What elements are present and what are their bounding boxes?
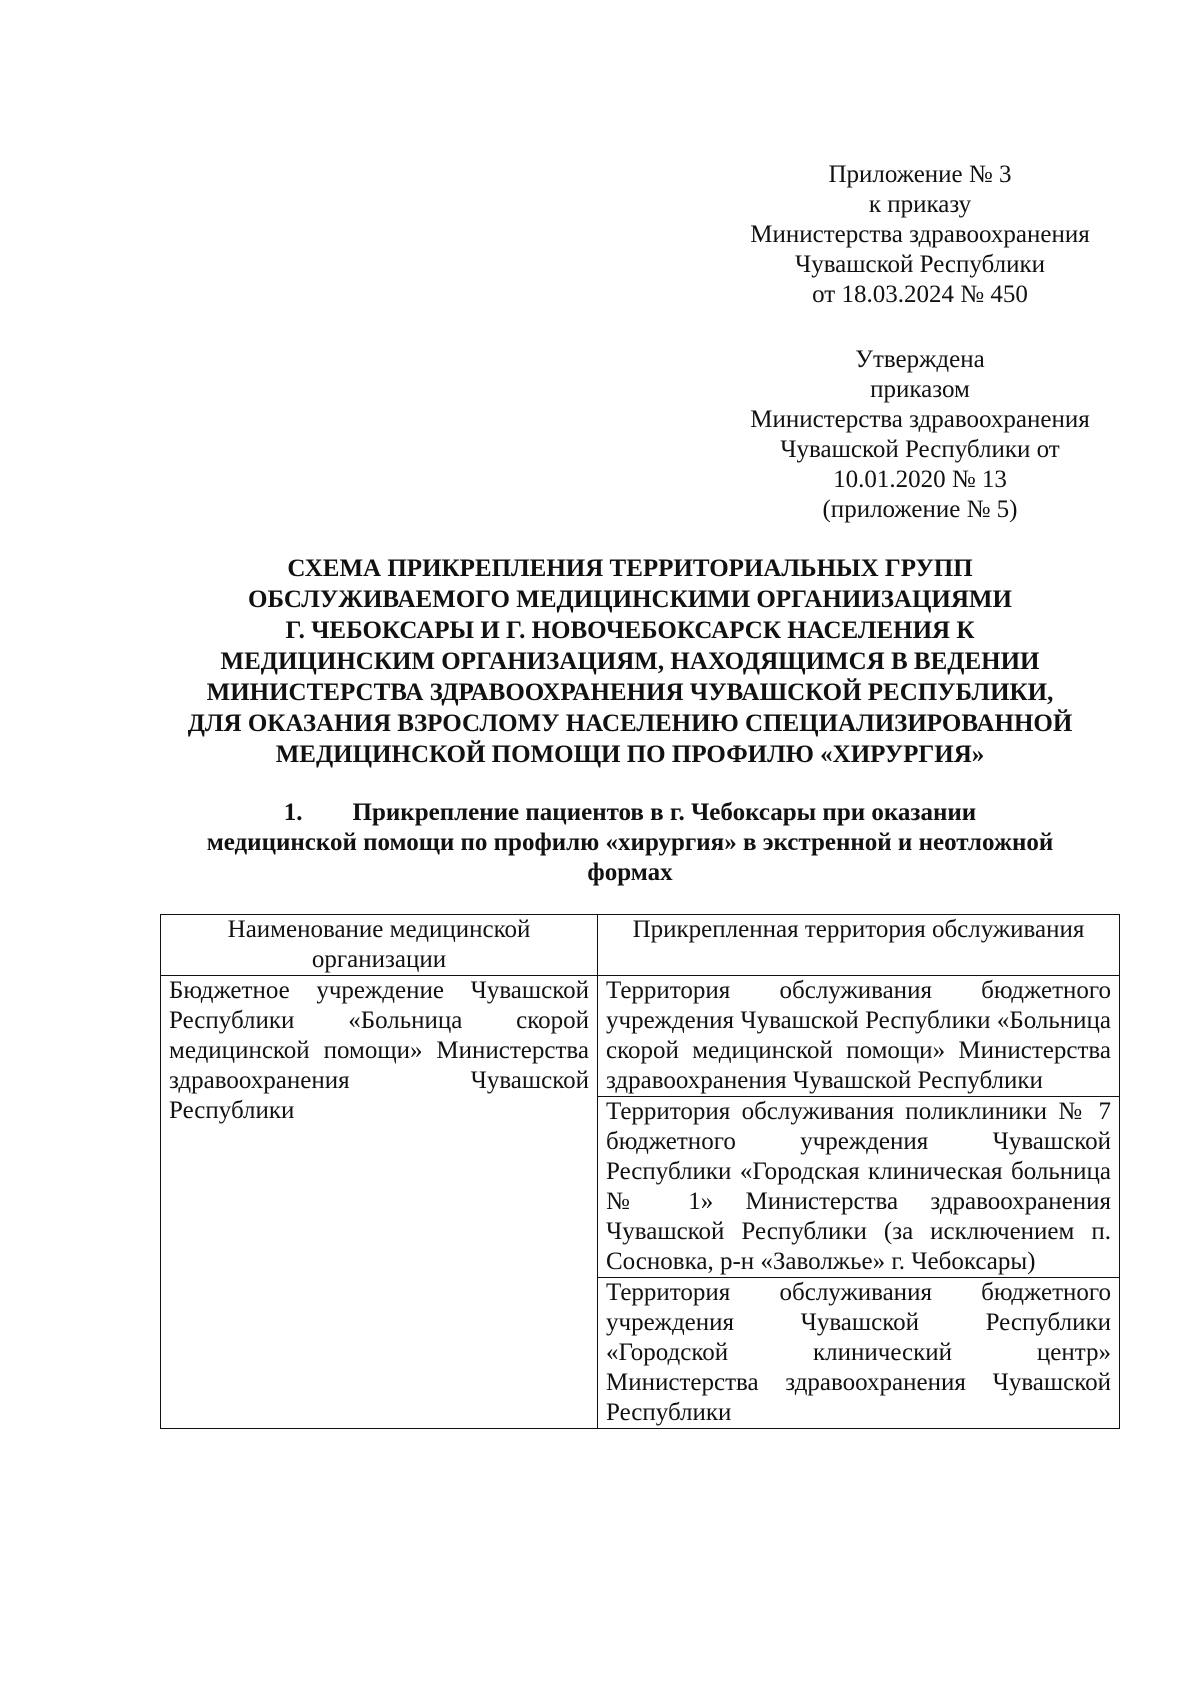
cell-territory: Территория обслуживания поликлиники № 7 бюджетного учреждения Чувашской Республики «Городская клиническая больница № 1» Министерства здравоохранения Чувашской Республики (за исключением п. Сосновка, р-н «Заволжье» г. Чебоксары) (598, 1097, 1120, 1278)
title-line: ОБСЛУЖИВАЕМОГО МЕДИЦИНСКИМИ ОРГАНИИЗАЦИЯМИ (248, 586, 1012, 613)
approved-line: Чувашской Республики от (780, 436, 1060, 463)
approved-block (700, 345, 1140, 525)
title-line: СХЕМА ПРИКРЕПЛЕНИЯ ТЕРРИТОРИАЛЬНЫХ ГРУПП (287, 555, 973, 582)
header-org: Наименование медицинской организации (161, 915, 598, 976)
header-territory: Прикрепленная территория обслуживания (598, 915, 1120, 976)
appendix-line: от 18.03.2024 № 450 (812, 281, 1028, 308)
cell-territory: Территория обслуживания бюджетного учреждения Чувашской Республики «Больница скорой медицинской помощи» Министерства здравоохранения Чувашской Республики (598, 976, 1120, 1097)
title-line: МИНИСТЕРСТВА ЗДРАВООХРАНЕНИЯ ЧУВАШСКОЙ РЕСПУБЛИКИ, (206, 679, 1054, 706)
cell-territory: Территория обслуживания бюджетного учреждения Чувашской Республики «Городской клинический центр» Министерства здравоохранения Чувашской Республики (598, 1278, 1120, 1429)
approved-line: Утверждена (855, 346, 985, 373)
appendix-line: Приложение № 3 (828, 161, 1012, 188)
approved-line: приказом (870, 376, 970, 403)
appendix-line: Министерства здравоохранения (750, 221, 1090, 248)
document-title (150, 553, 1110, 770)
appendix-block (700, 160, 1140, 310)
approved-line: Министерства здравоохранения (750, 406, 1090, 433)
section-heading-line: формах (587, 859, 673, 886)
cell-org: Бюджетное учреждение Чувашской Республики «Больница скорой медицинской помощи» Министерства здравоохранения Чувашской Республики (161, 976, 598, 1429)
attachment-table (160, 914, 1120, 1429)
appendix-line: к приказу (868, 191, 972, 218)
section-number: 1. (283, 799, 303, 826)
table-header-row (161, 915, 1120, 976)
section-heading (150, 798, 1110, 888)
title-line: МЕДИЦИНСКОЙ ПОМОЩИ ПО ПРОФИЛЮ «ХИРУРГИЯ» (275, 741, 985, 768)
title-line: МЕДИЦИНСКИМ ОРГАНИЗАЦИЯМ, НАХОДЯЩИМСЯ В ВЕДЕНИИ (220, 648, 1040, 675)
section-heading-line (150, 798, 1110, 828)
section-heading-line: медицинской помощи по профилю «хирургия» в экстренной и неотложной (206, 829, 1054, 856)
title-line: ДЛЯ ОКАЗАНИЯ ВЗРОСЛОМУ НАСЕЛЕНИЮ СПЕЦИАЛИЗИРОВАННОЙ (187, 710, 1073, 737)
title-line: Г. ЧЕБОКСАРЫ И Г. НОВОЧЕБОКСАРСК НАСЕЛЕНИЯ К (285, 617, 975, 644)
approved-line: (приложение № 5) (822, 496, 1018, 523)
approved-line: 10.01.2020 № 13 (833, 466, 1007, 493)
appendix-line: Чувашской Республики (794, 251, 1046, 278)
table-row (161, 976, 1120, 1097)
section-title-part: Прикрепление пациентов в г. Чебоксары при оказании (352, 799, 977, 826)
